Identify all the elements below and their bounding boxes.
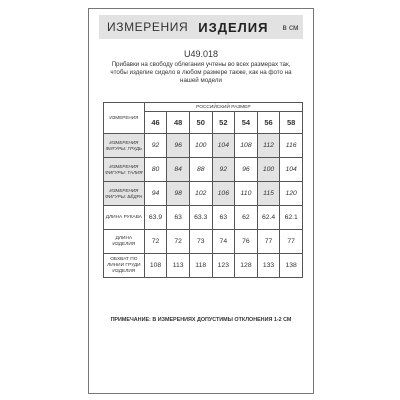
table-cell: 138 xyxy=(280,254,303,278)
size-chart-sheet xyxy=(88,8,314,394)
row-label xyxy=(104,230,145,254)
table-cell: 62.1 xyxy=(280,206,303,230)
size-table xyxy=(103,102,303,278)
row-label-line: ФИГУРЫ: ГРУДЬ xyxy=(105,145,143,151)
table-cell: 100 xyxy=(189,134,212,158)
row-label-line: ИЗМЕРЕНИЯ xyxy=(109,163,139,169)
table-cell: 73 xyxy=(189,230,212,254)
title-word-measurements: ИЗМЕРЕНИЯ xyxy=(107,20,189,34)
row-label-line: ИЗДЕЛИЯ xyxy=(112,268,136,274)
table-cell: 120 xyxy=(280,182,303,206)
row-label-line: ФИГУРЫ: БЁДРА xyxy=(105,193,143,199)
table-cell: 72 xyxy=(144,230,167,254)
fit-description-line: чтобы изделие сидело в любом размере также, как на фото на xyxy=(110,69,292,76)
table-cell: 92 xyxy=(144,134,167,158)
table-row xyxy=(104,206,303,230)
title-banner xyxy=(99,15,303,39)
fit-description-line: Прибавки на свободу облегания учтены во всех размерах так, xyxy=(111,61,291,68)
tolerance-note: ПРИМЕЧАНИЕ: В ИЗМЕРЕНИЯХ ДОПУСТИМЫ ОТКЛОНЕНИЯ 1-2 СМ xyxy=(110,317,292,323)
table-cell: 72 xyxy=(167,230,190,254)
fit-description xyxy=(99,61,303,85)
table-cell: 116 xyxy=(280,134,303,158)
row-label xyxy=(104,182,145,206)
table-cell: 128 xyxy=(235,254,258,278)
table-cell: 115 xyxy=(257,182,280,206)
table-cell: 98 xyxy=(167,182,190,206)
size-header: 56 xyxy=(257,112,280,134)
row-label xyxy=(104,158,145,182)
table-cell: 77 xyxy=(280,230,303,254)
table-cell: 96 xyxy=(167,134,190,158)
title-unit: в см xyxy=(282,22,299,32)
row-label-line: ЛИНИИ ГРУДИ xyxy=(107,262,141,268)
table-cell: 77 xyxy=(257,230,280,254)
row-label-line: ОБХВАТ ПО xyxy=(110,256,138,262)
size-header: 54 xyxy=(235,112,258,134)
row-label xyxy=(104,134,145,158)
table-cell: 84 xyxy=(167,158,190,182)
table-cell: 108 xyxy=(235,134,258,158)
table-cell: 63 xyxy=(212,206,235,230)
row-label xyxy=(104,254,145,278)
table-cell: 80 xyxy=(144,158,167,182)
table-cell: 106 xyxy=(212,182,235,206)
row-label xyxy=(104,206,145,230)
table-cell: 108 xyxy=(144,254,167,278)
row-label-line: ДЛИНА РУКАВА xyxy=(105,214,142,220)
corner-label: ИЗМЕРЕНИЯ xyxy=(104,103,145,134)
row-label-line: ДЛИНА ИЗДЕЛИЯ xyxy=(112,235,136,247)
table-cell: 104 xyxy=(280,158,303,182)
table-cell: 63.9 xyxy=(144,206,167,230)
table-cell: 102 xyxy=(189,182,212,206)
title-word-garment: ИЗДЕЛИЯ xyxy=(198,19,269,35)
table-row xyxy=(104,254,303,278)
size-header: 48 xyxy=(167,112,190,134)
table-cell: 96 xyxy=(235,158,258,182)
table-cell: 62 xyxy=(235,206,258,230)
article-code: U49.018 xyxy=(183,49,219,59)
table-cell: 94 xyxy=(144,182,167,206)
table-cell: 88 xyxy=(189,158,212,182)
size-header: 50 xyxy=(189,112,212,134)
table-row xyxy=(104,158,303,182)
table-cell: 100 xyxy=(257,158,280,182)
row-label-line: ФИГУРЫ: ТАЛИЯ xyxy=(105,169,143,175)
size-header: 46 xyxy=(144,112,167,134)
table-cell: 74 xyxy=(212,230,235,254)
fit-description-line: нашей модели xyxy=(180,77,222,84)
table-cell: 113 xyxy=(167,254,190,278)
table-cell: 123 xyxy=(212,254,235,278)
table-row xyxy=(104,134,303,158)
size-header: 58 xyxy=(280,112,303,134)
group-header: РОССИЙСКИЙ РАЗМЕР xyxy=(144,103,302,112)
table-cell: 62.4 xyxy=(257,206,280,230)
table-row xyxy=(104,230,303,254)
table-cell: 112 xyxy=(257,134,280,158)
table-cell: 63.3 xyxy=(189,206,212,230)
table-cell: 110 xyxy=(235,182,258,206)
header-row-group xyxy=(104,103,303,112)
table-row xyxy=(104,182,303,206)
table-cell: 92 xyxy=(212,158,235,182)
size-header: 52 xyxy=(212,112,235,134)
row-label-line: ИЗМЕРЕНИЯ xyxy=(109,187,139,193)
table-cell: 118 xyxy=(189,254,212,278)
table-cell: 63 xyxy=(167,206,190,230)
table-cell: 76 xyxy=(235,230,258,254)
table-cell: 104 xyxy=(212,134,235,158)
row-label-line: ИЗМЕРЕНИЯ xyxy=(109,139,139,145)
table-cell: 133 xyxy=(257,254,280,278)
